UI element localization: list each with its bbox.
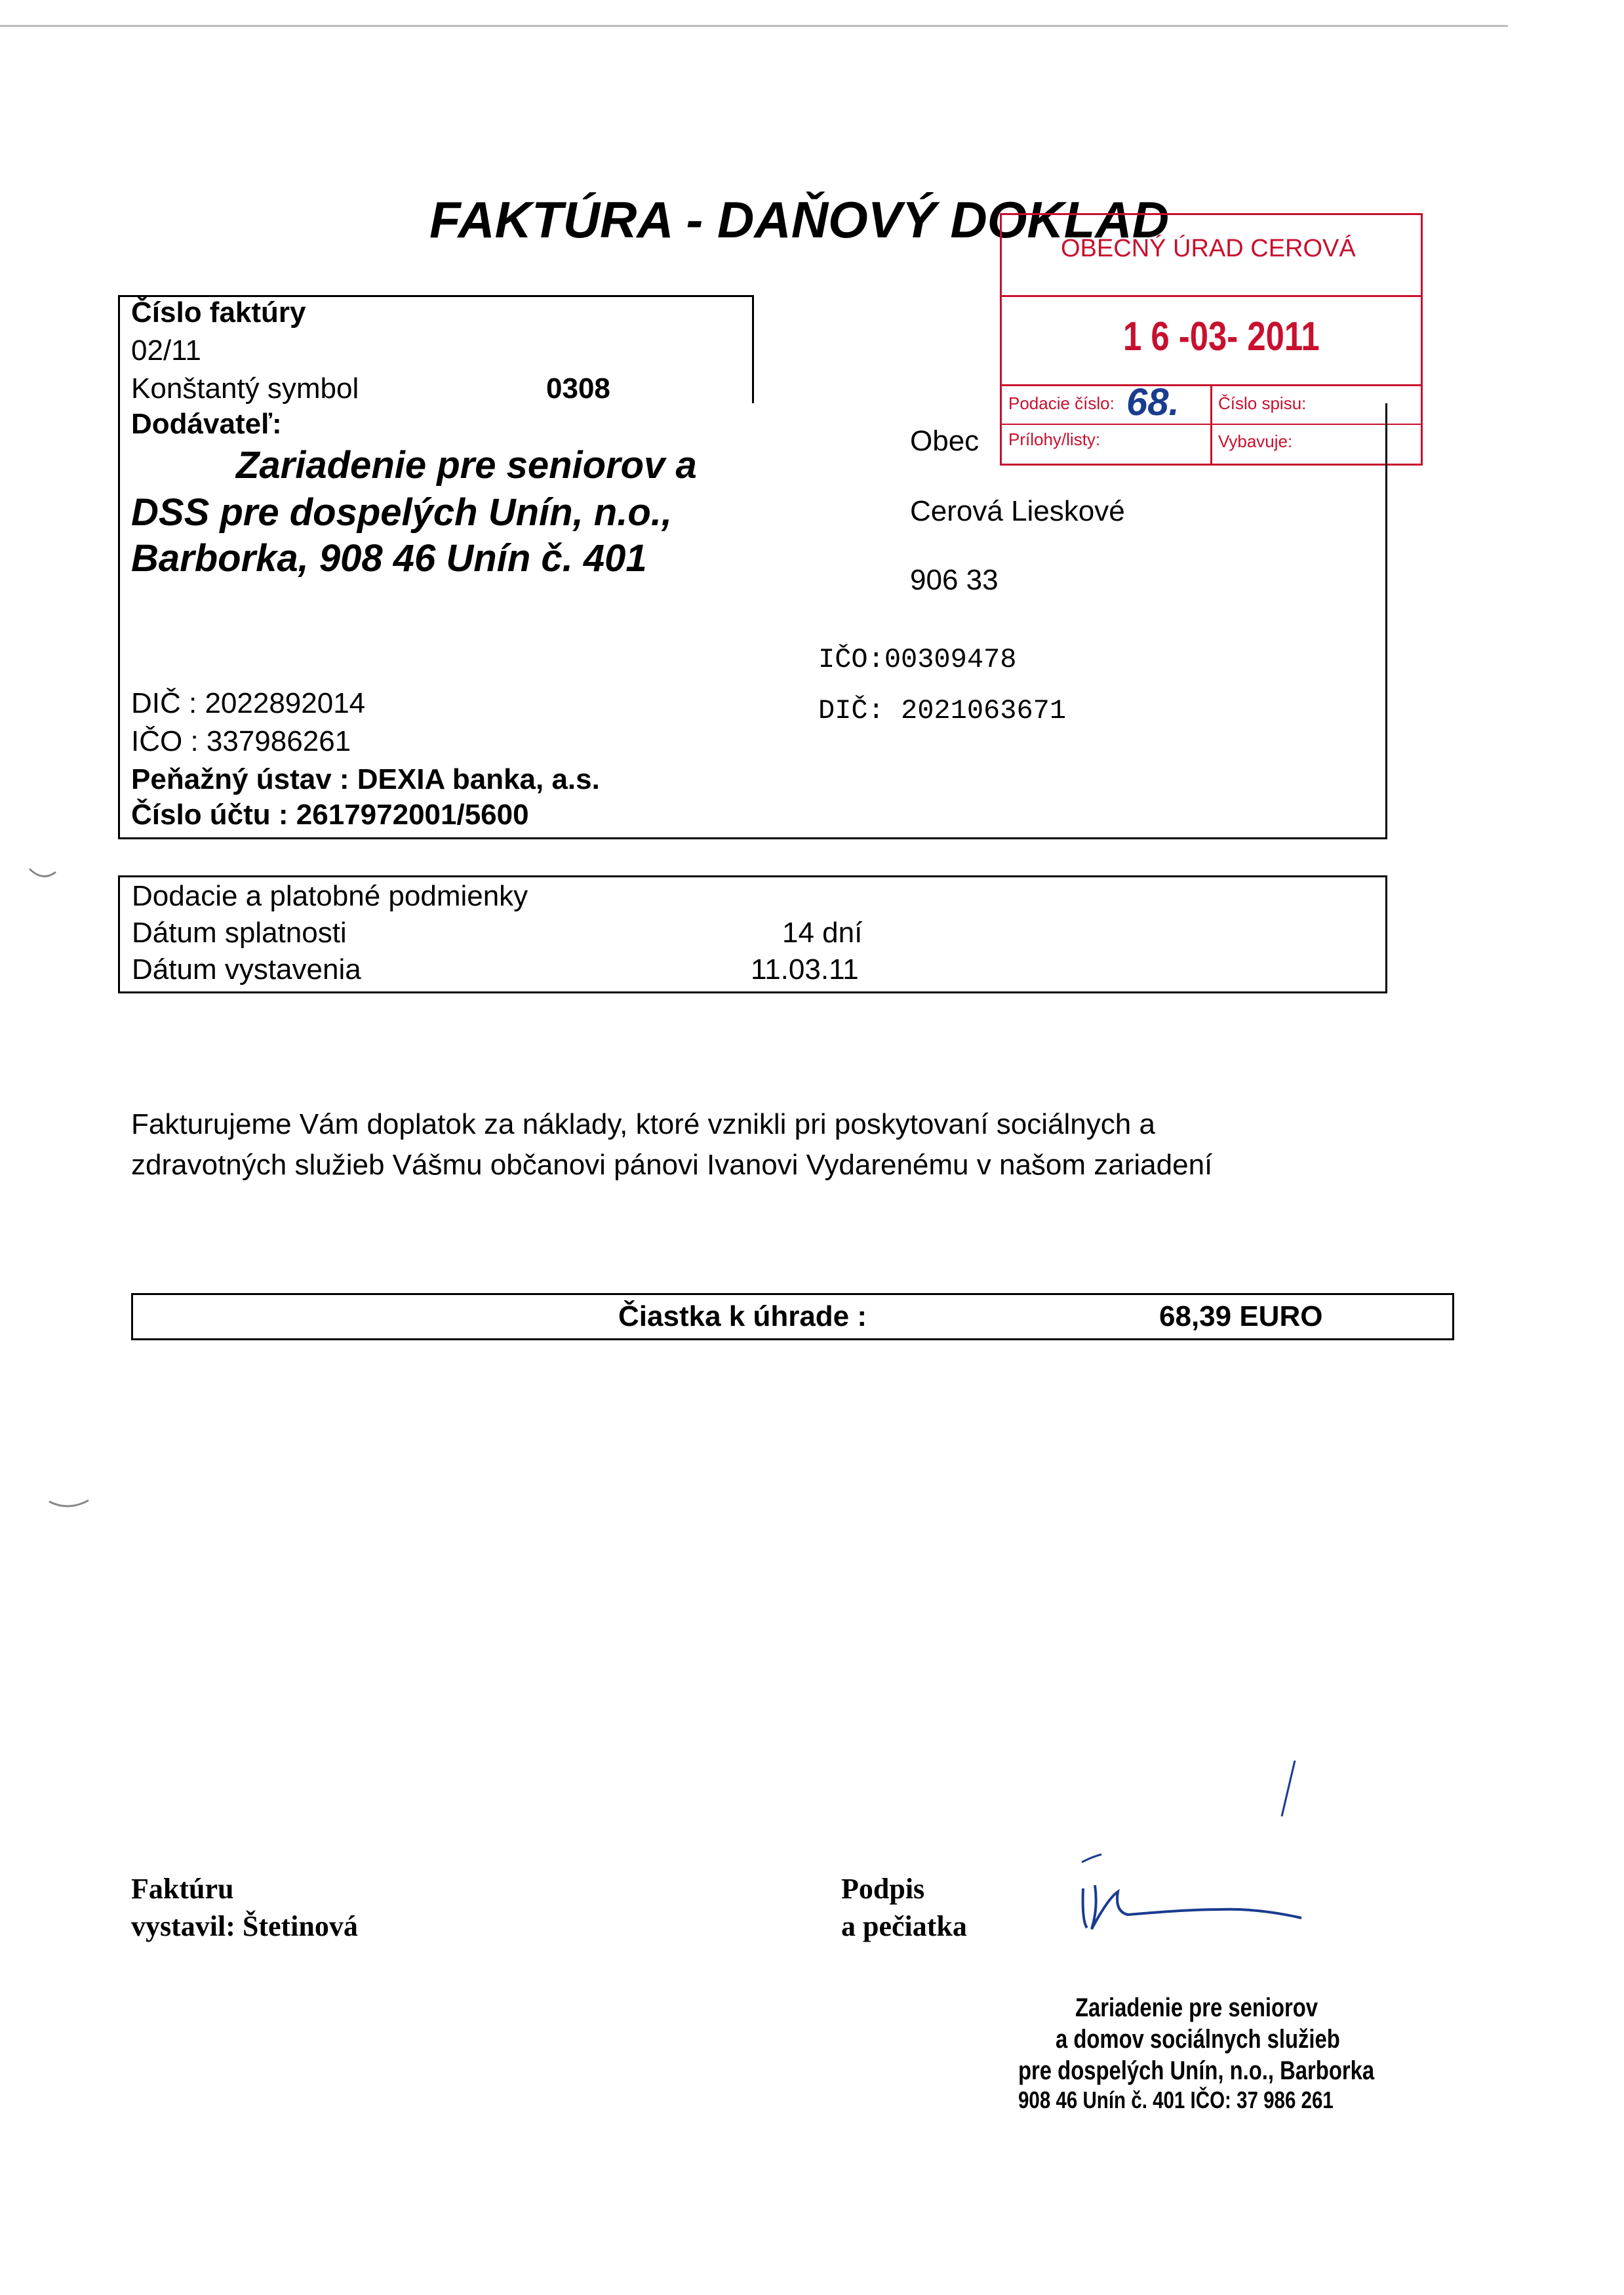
supplier-box-right — [752, 295, 754, 403]
supplier-label: Dodávateľ: — [131, 408, 282, 440]
header-box-bottom — [118, 837, 1387, 839]
margin-mark-icon — [46, 1488, 92, 1515]
stamp-spis-label: Číslo spisu: — [1218, 393, 1307, 413]
invoice-number-label: Číslo faktúry — [131, 296, 306, 329]
org-stamp-line4: 908 46 Unín č. 401 IČO: 37 986 261 — [1018, 2086, 1334, 2113]
signature-label-line2: a pečiatka — [841, 1910, 967, 1942]
customer-box-right — [1385, 403, 1387, 839]
stamp-prilohy-label: Prílohy/listy: — [1008, 429, 1101, 449]
issue-date-label: Dátum vystavenia — [132, 953, 361, 986]
customer-line3: 906 33 — [910, 564, 999, 596]
supplier-bank: Peňažný ústav : DEXIA banka, a.s. — [131, 763, 600, 795]
terms-box — [118, 875, 1387, 993]
customer-ico: IČO:00309478 — [818, 644, 1017, 675]
amount-value: 68,39 EURO — [1159, 1300, 1323, 1332]
invoice-number-value: 02/11 — [131, 334, 201, 367]
supplier-name-line2: DSS pre dospelých Unín, n.o., — [131, 491, 672, 534]
amount-label: Čiastka k úhrade : — [618, 1300, 867, 1332]
supplier-account: Číslo účtu : 2617972001/5600 — [131, 799, 529, 831]
constant-symbol-value: 0308 — [546, 372, 610, 405]
stamp-vybavuje-label: Vybavuje: — [1218, 431, 1293, 451]
amount-box — [131, 1293, 1454, 1340]
supplier-ico: IČO : 337986261 — [131, 725, 351, 757]
signature-label-line1: Podpis — [841, 1873, 925, 1905]
handwritten-signature-icon — [1069, 1757, 1318, 1947]
customer-line2: Cerová Lieskové — [910, 495, 1125, 527]
stamp-date: 1 6 -03- 2011 — [1123, 314, 1320, 359]
stamp-podacie-value: 68. — [1126, 381, 1179, 424]
stamp-office: OBECNÝ ÚRAD CEROVÁ — [1061, 235, 1356, 262]
customer-dic: DIČ: 2021063671 — [818, 695, 1067, 727]
stamp-divider — [1002, 295, 1421, 297]
due-date-label: Dátum splatnosti — [132, 917, 347, 949]
org-stamp-line2: a domov sociálnych služieb — [1056, 2025, 1340, 2054]
supplier-name-line1: Zariadenie pre seniorov a — [236, 444, 697, 487]
top-rule — [0, 25, 1508, 27]
description-line1: Fakturujeme Vám doplatok za náklady, ktoré vznikli pri poskytovaní sociálnych a — [131, 1108, 1155, 1140]
issue-date-value: 11.03.11 — [751, 953, 859, 986]
margin-mark-icon — [26, 859, 59, 885]
org-stamp-line3: pre dospelých Unín, n.o., Barborka — [1018, 2056, 1375, 2085]
description-line2: zdravotných služieb Vášmu občanovi pánovi Ivanovi Vydarenému v našom zariadení — [131, 1149, 1213, 1181]
terms-heading: Dodacie a platobné podmienky — [132, 880, 528, 912]
supplier-name-line3: Barborka, 908 46 Unín č. 401 — [131, 537, 647, 580]
supplier-dic: DIČ : 2022892014 — [131, 687, 366, 719]
issued-by-line1: Faktúru — [131, 1873, 234, 1905]
due-date-value: 14 dní — [782, 917, 863, 949]
customer-line1: Obec — [910, 425, 980, 457]
stamp-podacie-label: Podacie číslo: — [1008, 393, 1115, 413]
document-title: FAKTÚRA - DAŇOVÝ DOKLAD — [429, 191, 1170, 249]
stamp-divider — [1210, 384, 1212, 466]
registry-stamp — [1000, 213, 1423, 466]
constant-symbol-label: Konštantý symbol — [131, 372, 359, 405]
supplier-box-left — [118, 295, 120, 839]
org-stamp-line1: Zariadenie pre seniorov — [1075, 1993, 1318, 2022]
issued-by-line2: vystavil: Štetinová — [131, 1910, 358, 1942]
